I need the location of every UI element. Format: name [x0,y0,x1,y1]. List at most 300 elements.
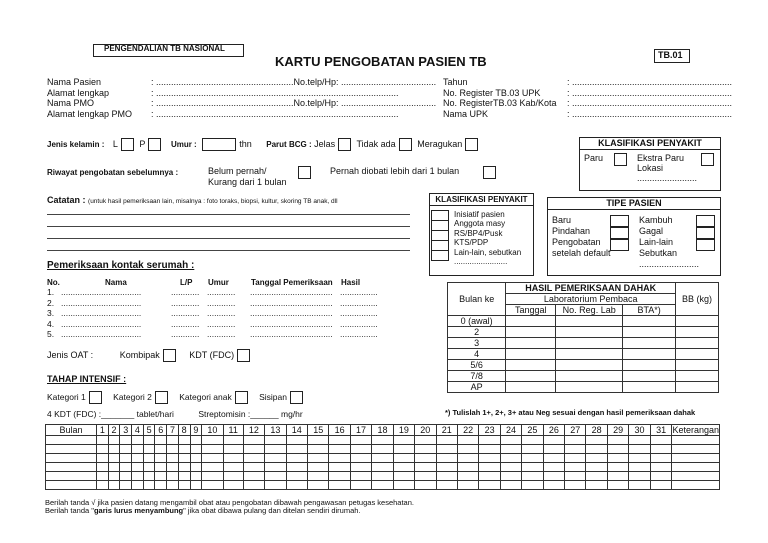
calendar-cell[interactable] [522,436,543,445]
calendar-cell[interactable] [629,472,650,481]
catatan-line[interactable] [47,250,410,251]
calendar-cell[interactable] [307,445,328,454]
calendar-cell[interactable] [286,472,307,481]
kategori-2-checkbox[interactable] [155,391,168,404]
calendar-cell[interactable] [265,481,286,490]
day-header: 18 [372,425,393,436]
calendar-cell[interactable] [143,463,155,472]
calendar-cell[interactable] [457,445,478,454]
calendar-cell[interactable] [543,445,564,454]
calendar-cell[interactable] [97,472,109,481]
kategori-anak-checkbox[interactable] [235,391,248,404]
identity-left [47,77,436,119]
calendar-cell[interactable] [132,481,144,490]
tipe-default-label: setelah default [552,248,611,258]
calendar-cell[interactable] [155,454,167,463]
calendar-cell[interactable] [522,445,543,454]
calendar-cell[interactable] [265,445,286,454]
calendar-cell[interactable] [629,436,650,445]
table-row[interactable]: 3 [448,338,719,349]
calendar-cell[interactable] [265,463,286,472]
calendar-cell[interactable] [243,472,264,481]
calendar-cell[interactable] [565,481,586,490]
calendar-cell[interactable] [46,481,97,490]
day-header: 5 [143,425,155,436]
calendar-cell[interactable] [393,481,414,490]
streptomisin-field[interactable]: Streptomisin :______ mg/hr [198,409,303,419]
identity-row: Nama UPK : ................................................................ [443,108,733,119]
umur-input[interactable] [202,138,236,151]
nama-pasien-field[interactable]: : .......................................................No.telp/Hp: ...................................... [151,77,437,87]
kdt-dosis-field[interactable]: 4 KDT (FDC) :_______ tablet/hari [47,409,174,419]
calendar-cell[interactable] [243,454,264,463]
calendar-cell[interactable] [565,436,586,445]
calendar-cell[interactable] [155,463,167,472]
calendar-cell[interactable] [243,436,264,445]
calendar-cell[interactable] [108,436,120,445]
calendar-cell[interactable] [672,463,720,472]
calendar-cell[interactable] [329,454,350,463]
day-header: 9 [190,425,202,436]
calendar-cell[interactable] [629,481,650,490]
rujukan-item: RS/BP4/Pusk [454,228,503,238]
calendar-cell[interactable] [672,472,720,481]
calendar-cell[interactable] [190,463,202,472]
gender-l-label: L [112,138,118,149]
bcg-tidak-ada-checkbox[interactable] [399,138,412,151]
baru-checkbox[interactable] [610,215,629,227]
calendar-cell[interactable] [372,481,393,490]
calendar-cell[interactable] [178,481,190,490]
calendar-cell[interactable] [329,436,350,445]
tanggal-header: Tanggal [506,305,556,316]
calendar-cell[interactable] [132,454,144,463]
calendar-cell[interactable] [307,463,328,472]
calendar-cell[interactable] [265,436,286,445]
calendar-cell[interactable] [586,445,607,454]
calendar-row[interactable] [46,454,720,463]
calendar-cell[interactable] [586,454,607,463]
calendar-cell[interactable] [457,436,478,445]
calendar-cell[interactable] [629,463,650,472]
calendar-cell[interactable] [46,445,97,454]
calendar-cell[interactable] [108,445,120,454]
calendar-cell[interactable] [565,454,586,463]
calendar-cell[interactable] [167,454,179,463]
calendar-cell[interactable] [500,472,521,481]
tipe-pindahan-label: Pindahan [552,226,591,236]
calendar-cell[interactable] [178,463,190,472]
calendar-cell[interactable] [307,472,328,481]
calendar-cell[interactable] [190,445,202,454]
calendar-cell[interactable] [178,454,190,463]
calendar-cell[interactable] [243,445,264,454]
calendar-cell[interactable] [120,436,132,445]
pindahan-checkbox[interactable] [610,227,629,239]
table-row[interactable]: AP [448,382,719,393]
tahun-field[interactable]: : ................................................................ [567,77,733,87]
calendar-cell[interactable] [143,454,155,463]
calendar-cell[interactable] [97,436,109,445]
bcg-jelas-label: Jelas [314,138,336,149]
calendar-cell[interactable] [350,454,371,463]
calendar-cell[interactable] [415,436,436,445]
calendar-cell[interactable] [629,445,650,454]
catatan-line[interactable] [47,214,410,215]
kdt-checkbox[interactable] [237,349,250,362]
calendar-cell[interactable] [108,463,120,472]
bcg-jelas-checkbox[interactable] [338,138,351,151]
calendar-cell[interactable] [167,436,179,445]
calendar-cell[interactable] [243,481,264,490]
calendar-row[interactable] [46,481,720,490]
calendar-cell[interactable] [479,436,500,445]
calendar-cell[interactable] [132,436,144,445]
calendar-cell[interactable] [393,472,414,481]
calendar-cell[interactable] [143,445,155,454]
calendar-cell[interactable] [178,436,190,445]
calendar-cell[interactable] [190,436,202,445]
calendar-cell[interactable] [132,445,144,454]
calendar-cell[interactable] [286,454,307,463]
tahap-intensif-title: TAHAP INTENSIF : [47,374,127,384]
calendar-cell[interactable] [243,463,264,472]
register-upk-field[interactable]: : ................................................................ [567,87,733,98]
calendar-cell[interactable] [479,454,500,463]
calendar-cell[interactable] [202,481,223,490]
calendar-cell[interactable] [522,463,543,472]
day-header: 24 [500,425,521,436]
calendar-cell[interactable] [479,481,500,490]
nama-upk-field[interactable]: : ................................................................ [567,108,733,119]
form-code: TB.01 [658,50,683,60]
table-row[interactable]: 7/8 [448,371,719,382]
calendar-table [45,424,720,490]
calendar-cell[interactable] [479,472,500,481]
calendar-cell[interactable] [650,436,672,445]
calendar-cell[interactable] [436,481,457,490]
calendar-cell[interactable] [97,463,109,472]
rujukan-item: Lain-lain, sebutkan [454,247,522,257]
calendar-cell[interactable] [415,463,436,472]
calendar-cell[interactable] [607,481,628,490]
calendar-cell[interactable] [202,436,223,445]
calendar-cell[interactable] [167,445,179,454]
kategori-1-label: Kategori 1 [47,391,86,402]
gagal-checkbox[interactable] [696,227,715,239]
table-row[interactable]: 2. .................................. ............ ............ ................................... ................ [47,297,378,308]
tipe-sebutkan-field[interactable]: ........................ [639,259,700,269]
calendar-cell[interactable] [457,472,478,481]
calendar-cell[interactable] [307,481,328,490]
calendar-cell[interactable] [286,445,307,454]
calendar-cell[interactable] [436,445,457,454]
calendar-cell[interactable] [586,463,607,472]
calendar-cell[interactable] [672,481,720,490]
calendar-cell[interactable] [479,445,500,454]
calendar-cell[interactable] [329,463,350,472]
paru-label: Paru [584,153,604,163]
calendar-cell[interactable] [629,454,650,463]
calendar-cell[interactable] [120,463,132,472]
tipe-pasien-box [547,197,721,276]
calendar-cell[interactable] [650,463,672,472]
calendar-cell[interactable] [372,445,393,454]
calendar-cell[interactable] [202,445,223,454]
tipe-baru-label: Baru [552,215,572,225]
pernah-diobati-label: Pernah diobati lebih dari 1 bulan [330,166,460,176]
calendar-row[interactable] [46,445,720,454]
calendar-cell[interactable] [672,436,720,445]
sisipan-checkbox[interactable] [290,391,303,404]
hasil-dahak-title: HASIL PEMERIKSAAN DAHAK [506,283,676,294]
calendar-cell[interactable] [155,436,167,445]
kontak-rows [47,287,378,340]
calendar-cell[interactable] [393,436,414,445]
rujukan-lain-field[interactable]: ........................ [454,257,508,267]
belum-pernah-label: Belum pernah/ [208,166,267,176]
calendar-cell[interactable] [286,436,307,445]
alamat-field[interactable]: : ................................................................................................. [151,87,399,98]
calendar-cell[interactable] [650,454,672,463]
calendar-cell[interactable] [607,472,628,481]
calendar-cell[interactable] [393,463,414,472]
rujukan-item: Inisiatif pasien [454,210,505,219]
calendar-cell[interactable] [143,472,155,481]
calendar-cell[interactable] [167,472,179,481]
nama-pmo-field[interactable]: : .......................................................No.telp/Hp: ...................................... [151,98,437,108]
calendar-cell[interactable] [350,463,371,472]
parut-bcg-label: Parut BCG : [266,139,312,149]
calendar-cell[interactable] [132,472,144,481]
calendar-cell[interactable] [155,481,167,490]
calendar-cell[interactable] [108,481,120,490]
calendar-cell[interactable] [202,454,223,463]
kdt-label: KDT (FDC) [189,349,235,360]
day-header: 4 [132,425,144,436]
pernah-diobati-checkbox[interactable] [483,166,496,179]
calendar-cell[interactable] [286,463,307,472]
table-row[interactable]: 1. .................................. ............ ............ ................................... ................ [47,287,378,297]
kategori-1-checkbox[interactable] [89,391,102,404]
table-row[interactable]: 3. .................................. ............ ............ ................................... ................ [47,308,378,318]
gender-p-checkbox[interactable] [148,138,161,151]
gender-p-label: P [139,138,146,149]
calendar-row[interactable] [46,472,720,481]
gender-l-checkbox[interactable] [121,138,134,151]
calendar-cell[interactable] [415,481,436,490]
calendar-cell[interactable] [178,472,190,481]
calendar-cell[interactable] [543,463,564,472]
calendar-cell[interactable] [500,481,521,490]
calendar-cell[interactable] [307,436,328,445]
kambuh-checkbox[interactable] [696,215,715,227]
calendar-cell[interactable] [223,436,243,445]
calendar-cell[interactable] [436,436,457,445]
calendar-cell[interactable] [565,472,586,481]
calendar-cell[interactable] [202,472,223,481]
paru-checkbox[interactable] [614,153,627,166]
lokasi-field[interactable]: ........................ [637,173,698,183]
calendar-row[interactable] [46,436,720,445]
ekstra-paru-checkbox[interactable] [701,153,714,166]
calendar-cell[interactable] [143,481,155,490]
calendar-cell[interactable] [650,481,672,490]
calendar-cell[interactable] [672,454,720,463]
kombipak-checkbox[interactable] [163,349,176,362]
calendar-cell[interactable] [223,445,243,454]
calendar-cell[interactable] [97,454,109,463]
calendar-cell[interactable] [202,463,223,472]
catatan-line[interactable] [47,238,410,239]
table-row[interactable]: 5/6 [448,360,719,371]
calendar-cell[interactable] [265,472,286,481]
catatan-hint: (untuk hasil pemeriksaan lain, misalnya : foto toraks, biopsi, kultur, skoring TB anak, dll [88,198,338,205]
calendar-cell[interactable] [500,436,521,445]
kombipak-label: Kombipak [119,349,160,360]
calendar-cell[interactable] [223,463,243,472]
calendar-cell[interactable] [500,454,521,463]
calendar-cell[interactable] [607,445,628,454]
register-kab-field[interactable]: : ................................................................ [567,98,733,108]
calendar-cell[interactable] [436,472,457,481]
day-header: 29 [607,425,628,436]
calendar-cell[interactable] [190,454,202,463]
calendar-cell[interactable] [372,463,393,472]
calendar-cell[interactable] [415,445,436,454]
table-row[interactable]: 0 (awal) [448,316,719,327]
calendar-cell[interactable] [108,454,120,463]
klasifikasi-top-title: KLASIFIKASI PENYAKIT [580,138,720,150]
calendar-cell[interactable] [223,472,243,481]
calendar-cell[interactable] [350,445,371,454]
umur-label: Umur : [170,139,197,149]
calendar-cell[interactable] [329,481,350,490]
calendar-cell[interactable] [650,445,672,454]
calendar-cell[interactable] [543,472,564,481]
calendar-cell[interactable] [155,472,167,481]
calendar-cell[interactable] [350,436,371,445]
calendar-cell[interactable] [190,472,202,481]
lokasi-label: Lokasi [637,163,664,173]
table-row[interactable]: 4 [448,349,719,360]
calendar-cell[interactable] [46,454,97,463]
calendar-cell[interactable] [607,454,628,463]
calendar-cell[interactable] [120,472,132,481]
calendar-cell[interactable] [167,463,179,472]
calendar-cell[interactable] [607,463,628,472]
calendar-cell[interactable] [479,463,500,472]
calendar-cell[interactable] [500,463,521,472]
tipe-kambuh-label: Kambuh [639,215,673,225]
calendar-cell[interactable] [607,436,628,445]
calendar-cell[interactable] [565,445,586,454]
calendar-cell[interactable] [132,463,144,472]
day-header: 30 [629,425,650,436]
calendar-cell[interactable] [372,436,393,445]
calendar-cell[interactable] [223,454,243,463]
calendar-cell[interactable] [415,472,436,481]
calendar-cell[interactable] [120,454,132,463]
calendar-cell[interactable] [522,481,543,490]
calendar-cell[interactable] [350,472,371,481]
calendar-cell[interactable] [329,445,350,454]
calendar-cell[interactable] [543,481,564,490]
calendar-cell[interactable] [178,445,190,454]
day-header: 12 [243,425,264,436]
calendar-cell[interactable] [155,445,167,454]
calendar-cell[interactable] [46,463,97,472]
calendar-cell[interactable] [672,445,720,454]
calendar-cell[interactable] [457,454,478,463]
calendar-cell[interactable] [108,472,120,481]
calendar-cell[interactable] [393,454,414,463]
calendar-cell[interactable] [457,481,478,490]
belum-pernah-checkbox[interactable] [298,166,311,179]
alamat-pmo-field[interactable]: : ................................................................................................. [151,108,399,119]
calendar-cell[interactable] [522,472,543,481]
lain-checkbox[interactable] [696,239,715,251]
calendar-cell[interactable] [223,481,243,490]
catatan-line[interactable] [47,226,410,227]
calendar-cell[interactable] [350,481,371,490]
lain-lain-checkbox[interactable] [431,250,449,261]
calendar-cell[interactable] [120,481,132,490]
calendar-cell[interactable] [372,454,393,463]
bcg-meragukan-checkbox[interactable] [465,138,478,151]
identity-row: Nama PMO : .......................................................No.telp/Hp: ...................................... [47,98,437,108]
calendar-cell[interactable] [46,436,97,445]
calendar-cell[interactable] [586,436,607,445]
calendar-cell[interactable] [46,472,97,481]
calendar-cell[interactable] [329,472,350,481]
default-checkbox[interactable] [610,239,629,251]
calendar-cell[interactable] [190,481,202,490]
table-row[interactable]: 4. .................................. ............ ............ ................................... ................ [47,318,378,329]
calendar-cell[interactable] [393,445,414,454]
calendar-cell[interactable] [167,481,179,490]
kategori-2-label: Kategori 2 [113,391,152,402]
calendar-cell[interactable] [265,454,286,463]
day-header: 1 [97,425,109,436]
calendar-cell[interactable] [286,481,307,490]
calendar-cell[interactable] [436,463,457,472]
calendar-cell[interactable] [415,454,436,463]
calendar-cell[interactable] [500,445,521,454]
calendar-cell[interactable] [565,463,586,472]
day-header: 25 [522,425,543,436]
klasifikasi-rujukan-box [429,193,534,276]
calendar-cell[interactable] [143,436,155,445]
table-row[interactable]: 5. .................................. ............ ............ ................................... ................ [47,329,378,339]
calendar-cell[interactable] [522,454,543,463]
calendar-cell[interactable] [372,472,393,481]
day-header: 11 [223,425,243,436]
calendar-cell[interactable] [543,436,564,445]
calendar-cell[interactable] [457,463,478,472]
calendar-cell[interactable] [97,445,109,454]
calendar-cell[interactable] [120,445,132,454]
calendar-cell[interactable] [586,472,607,481]
calendar-cell[interactable] [307,454,328,463]
table-row[interactable]: 2 [448,327,719,338]
calendar-cell[interactable] [650,472,672,481]
calendar-cell[interactable] [436,454,457,463]
calendar-cell[interactable] [543,454,564,463]
calendar-cell[interactable] [586,481,607,490]
calendar-cell[interactable] [97,481,109,490]
calendar-row[interactable] [46,463,720,472]
